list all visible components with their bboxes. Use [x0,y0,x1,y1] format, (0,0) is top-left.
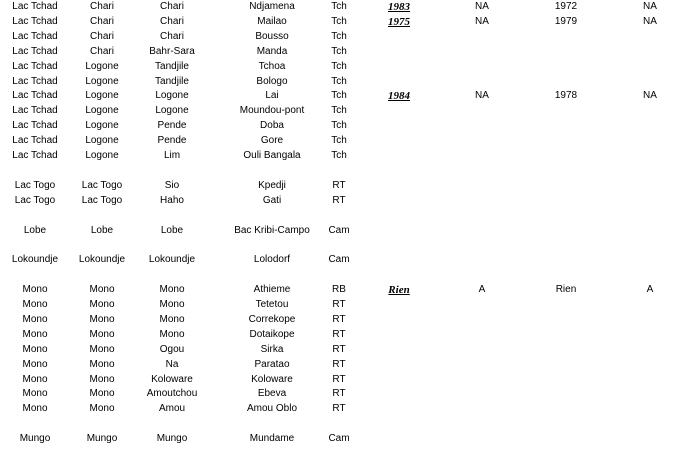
country-cell: Tch [331,15,347,27]
basin-cell: Mono [22,343,48,355]
sub-river-cell: Logone [155,105,189,117]
river-cell: Mono [89,299,115,310]
basin-cell: Mono [22,284,48,296]
sub-river-cell: Mono [159,284,185,296]
sub-river-cell: Koloware [151,373,193,385]
country-cell: Tch [331,45,347,57]
basin-cell: Lokoundje [11,254,59,266]
river-cell: Logone [85,135,119,147]
basin-cell: Lac Tchad [12,1,58,12]
sub-river-cell: Pende [157,120,187,132]
sub-river-cell: Mono [159,299,185,310]
basin-cell: Mono [22,403,48,415]
country-cell: RT [332,313,346,325]
river-cell: Mono [89,388,115,400]
country-cell: RT [332,373,346,385]
river-cell: Lac Togo [81,194,123,206]
table-row [0,373,696,387]
sub-river-cell: Amoutchou [146,388,198,400]
station-cell: Ndjamena [249,1,295,12]
year-b-cell: Rien [555,284,577,296]
table-row [0,387,696,401]
river-cell: Lokoundje [78,254,126,266]
country-cell: Tch [331,105,347,117]
country-cell: RT [332,403,346,415]
country-cell: RT [332,343,346,355]
table-row [0,164,696,178]
sub-river-cell: Mono [159,328,185,340]
basin-cell: Lac Tchad [12,45,58,57]
country-cell: RT [332,179,346,191]
station-cell: Koloware [251,373,293,385]
basin-cell: Mungo [19,433,51,445]
basin-cell: Lac Tchad [12,15,58,27]
status-b-cell: NA [643,1,657,12]
table-row [0,30,696,44]
station-cell: Moundou-pont [239,105,305,117]
station-cell: Ouli Bangala [243,150,301,161]
basin-cell: Lac Tchad [12,90,58,102]
station-cell: Doba [260,120,284,132]
year-b-cell: 1979 [554,15,578,27]
table-row [0,89,696,103]
station-cell: Paratao [254,358,290,370]
table-row [0,75,696,89]
table-row [0,0,696,14]
table-row [0,224,696,238]
sub-river-cell: Tandjile [155,75,189,87]
country-cell: Tch [331,150,347,161]
table-row [0,45,696,59]
country-cell: RB [332,284,346,296]
basin-cell: Lac Tchad [12,120,58,132]
table-row [0,432,696,446]
station-cell: Tchoa [258,60,286,72]
table-row [0,104,696,118]
station-cell: Dotaikope [249,328,295,340]
river-cell: Chari [90,15,114,27]
station-cell: Athieme [253,284,291,296]
station-cell: Sirka [260,343,284,355]
station-cell: Kpedji [258,179,286,191]
table-row [0,298,696,312]
river-cell: Mono [89,343,115,355]
basin-cell: Lac Tchad [12,150,58,161]
basin-cell: Mono [22,388,48,400]
sub-river-cell: Lokoundje [148,254,196,266]
river-cell: Mono [89,284,115,296]
basin-cell: Mono [22,358,48,370]
station-cell: Manda [256,45,288,57]
river-cell: Lobe [90,224,114,236]
year-b-cell: 1972 [554,1,578,12]
sub-river-cell: Tandjile [155,60,189,72]
country-cell: Tch [331,120,347,132]
station-cell: Bac Kribi-Campo [234,224,310,236]
year-a-cell: 1975 [388,15,410,28]
country-cell: RT [332,358,346,370]
station-cell: Gati [262,194,282,206]
country-cell: Cam [328,224,350,236]
river-cell: Logone [85,150,119,161]
river-cell: Chari [90,30,114,42]
country-cell: Tch [331,135,347,147]
station-cell: Bousso [255,30,289,42]
basin-cell: Lac Togo [14,179,56,191]
table-row [0,253,696,267]
river-cell: Mono [89,313,115,325]
table-row [0,134,696,148]
sub-river-cell: Mungo [156,433,188,445]
country-cell: RT [332,328,346,340]
sub-river-cell: Bahr-Sara [149,45,195,57]
status-b-cell: NA [643,15,657,27]
station-cell: Gore [260,135,284,147]
year-a-cell: Rien [388,284,410,297]
table-row [0,417,696,431]
year-a-cell: 1984 [388,90,410,103]
station-cell: Ebeva [257,388,287,400]
country-cell: RT [332,194,346,206]
table-row [0,313,696,327]
sub-river-cell: Logone [155,90,189,102]
sub-river-cell: Chari [160,15,184,27]
table-row [0,238,696,252]
country-cell: Tch [331,60,347,72]
year-a-cell: 1983 [388,1,410,13]
river-cell: Mono [89,358,115,370]
river-cell: Logone [85,60,119,72]
sub-river-cell: Sio [164,179,180,191]
sub-river-cell: Chari [160,1,184,12]
sub-river-cell: Na [165,358,179,370]
sub-river-cell: Lobe [160,224,184,236]
station-cell: Tetetou [255,299,289,310]
basin-cell: Mono [22,328,48,340]
river-cell: Lac Togo [81,179,123,191]
country-cell: Tch [331,30,347,42]
river-cell: Mungo [86,433,118,445]
country-cell: Tch [331,90,347,102]
sub-river-cell: Chari [160,30,184,42]
river-cell: Chari [90,45,114,57]
table-row [0,209,696,223]
basin-cell: Lac Tchad [12,105,58,117]
table-row [0,119,696,133]
sub-river-cell: Ogou [159,343,185,355]
basin-cell: Mono [22,299,48,310]
basin-cell: Lac Tchad [12,75,58,87]
table-row [0,328,696,342]
country-cell: Cam [328,433,350,445]
basin-cell: Mono [22,373,48,385]
basin-cell: Lac Tchad [12,30,58,42]
table-row [0,194,696,208]
country-cell: Cam [328,254,350,266]
river-cell: Chari [90,1,114,12]
sub-river-cell: Pende [157,135,187,147]
table-row [0,268,696,282]
status-a-cell: A [478,284,486,296]
sub-river-cell: Mono [159,313,185,325]
sub-river-cell: Amou [158,403,186,415]
status-b-cell: A [646,284,654,296]
table-row [0,343,696,357]
country-cell: Tch [331,75,347,87]
river-cell: Logone [85,120,119,132]
basin-cell: Lobe [23,224,47,236]
sub-river-cell: Haho [160,194,184,206]
table-row [0,402,696,416]
station-cell: Mailao [257,15,287,27]
table-row [0,358,696,372]
year-b-cell: 1978 [554,90,578,102]
table-row [0,179,696,193]
river-cell: Logone [85,105,119,117]
river-cell: Mono [89,328,115,340]
river-cell: Mono [89,373,115,385]
river-cell: Logone [85,90,119,102]
country-cell: Tch [331,1,347,12]
table-row [0,149,696,163]
basin-cell: Lac Tchad [12,135,58,147]
basin-cell: Lac Togo [14,194,56,206]
table-row [0,283,696,297]
basin-cell: Mono [22,313,48,325]
river-cell: Mono [89,403,115,415]
country-cell: RT [332,299,346,310]
sub-river-cell: Lim [163,150,181,161]
table-row [0,60,696,74]
station-cell: Lai [265,90,279,102]
basin-cell: Lac Tchad [12,60,58,72]
station-cell: Bologo [256,75,288,87]
status-a-cell: NA [475,15,489,27]
status-a-cell: NA [475,90,489,102]
station-cell: Mundame [249,433,295,445]
status-a-cell: NA [475,1,489,12]
station-cell: Correkope [248,313,296,325]
station-cell: Amou Oblo [246,403,298,415]
river-cell: Logone [85,75,119,87]
country-cell: RT [332,388,346,400]
table-row [0,15,696,29]
station-cell: Lolodorf [253,254,291,266]
status-b-cell: NA [643,90,657,102]
